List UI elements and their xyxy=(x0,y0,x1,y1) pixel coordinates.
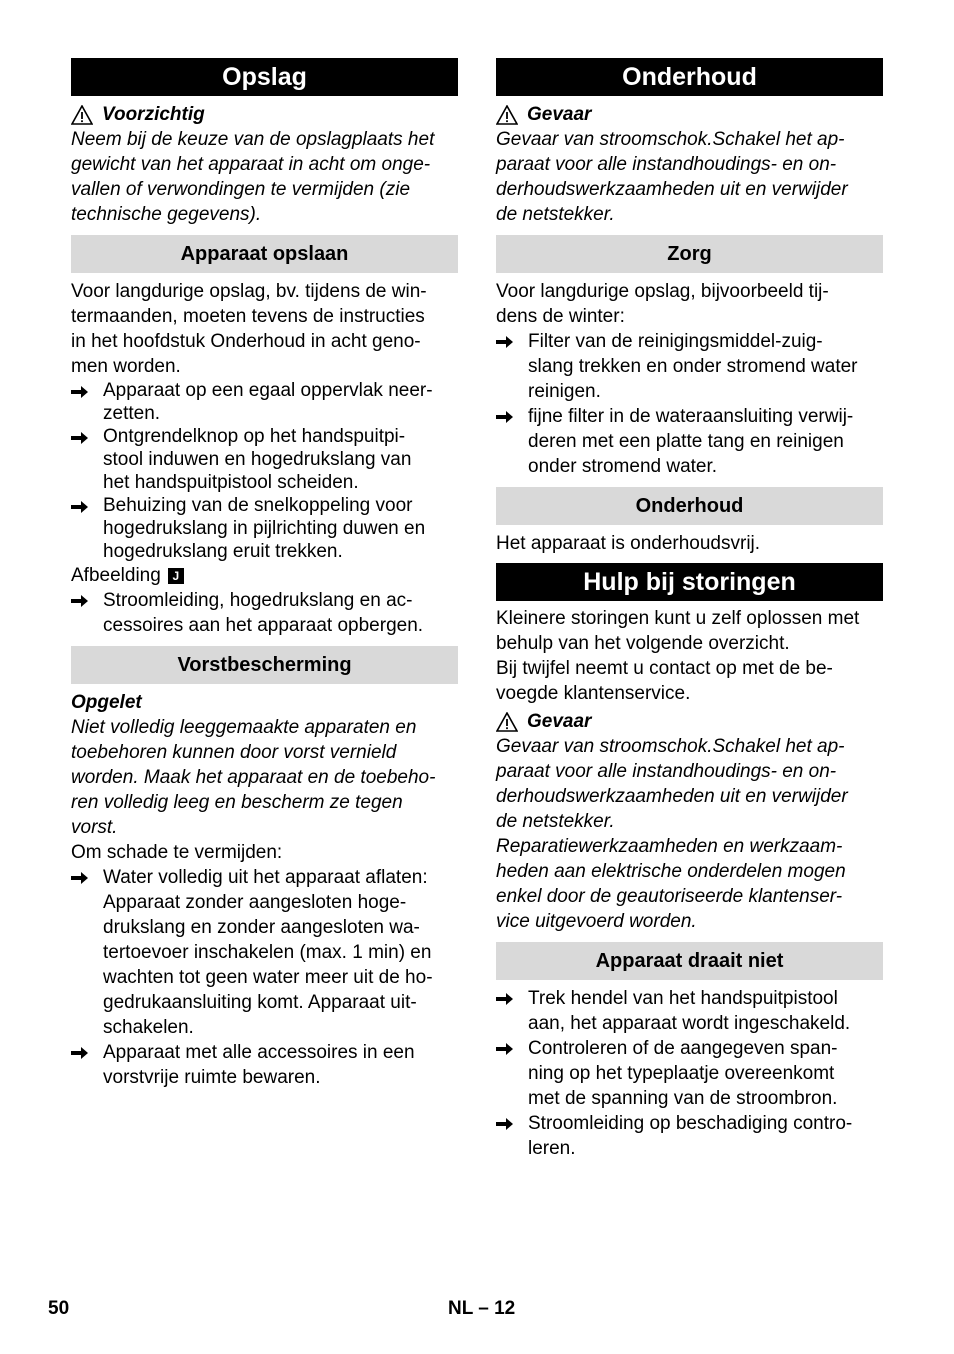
warning-triangle-icon xyxy=(496,105,518,125)
text-line: Niet volledig leeggemaakte apparaten en xyxy=(71,717,417,738)
maintenance-text: Het apparaat is onderhoudsvrij. xyxy=(496,533,761,554)
arrow-right-icon xyxy=(71,588,103,638)
list-item xyxy=(71,865,458,1040)
heading-onderhoud: Onderhoud xyxy=(496,58,883,96)
text-line: vallen of verwondingen te vermijden (zie xyxy=(71,179,411,200)
text-line: voegde klantenservice. xyxy=(496,683,691,704)
text-line: de netstekker. xyxy=(496,204,615,225)
arrow-right-icon xyxy=(71,425,103,494)
danger-block xyxy=(496,102,883,227)
text-line: reinigen. xyxy=(528,381,601,402)
section-label: NL – 12 xyxy=(448,1298,516,1319)
caution-title: Voorzichtig xyxy=(102,104,205,125)
text-line: cessoires aan het apparaat opbergen. xyxy=(103,615,424,636)
list-item xyxy=(496,1111,883,1161)
list-item xyxy=(496,986,883,1036)
text-line: Gevaar van stroomschok.Schakel het ap- xyxy=(496,129,845,150)
text-line: worden. Maak het apparaat en de toebeho- xyxy=(71,767,436,788)
text-line: deren met een platte tang en reinigen xyxy=(528,431,844,452)
danger-text xyxy=(496,734,883,934)
attention-title: Opgelet xyxy=(71,692,142,713)
text-line: ren volledig leeg en bescherm ze tegen xyxy=(71,792,403,813)
text-line: Gevaar van stroomschok.Schakel het ap- xyxy=(496,736,845,757)
text-line: Kleinere storingen kunt u zelf oplossen met xyxy=(496,608,860,629)
left-column xyxy=(71,58,458,1090)
text-line: Water volledig uit het apparaat aflaten: xyxy=(103,867,428,888)
caution-block xyxy=(71,102,458,227)
text-line: de netstekker. xyxy=(496,811,615,832)
text-line: ning op het typeplaatje overeenkomt xyxy=(528,1063,835,1084)
text-line: aan, het apparaat wordt ingeschakeld. xyxy=(528,1013,851,1034)
arrow-right-icon xyxy=(496,986,528,1036)
text-line: Bij twijfel neemt u contact op met de be- xyxy=(496,658,833,679)
text-line: Behuizing van de snelkoppeling voor xyxy=(103,495,413,516)
text-line: slang trekken en onder stromend water xyxy=(528,356,858,377)
arrow-right-icon xyxy=(496,404,528,479)
list-item xyxy=(71,1040,458,1090)
text-line: zetten. xyxy=(103,403,161,424)
troubleshoot-intro xyxy=(496,606,883,706)
text-line: fijne filter in de wateraansluiting verwij- xyxy=(528,406,854,427)
text-line: Controleren of de aangegeven span- xyxy=(528,1038,838,1059)
text-line: schakelen. xyxy=(103,1017,194,1038)
text-line: het handspuitpistool scheiden. xyxy=(103,472,359,493)
heading-vorstbescherming: Vorstbescherming xyxy=(71,646,458,684)
heading-apparaat-opslaan: Apparaat opslaan xyxy=(71,235,458,273)
caution-text xyxy=(71,127,458,227)
arrow-right-icon xyxy=(496,1036,528,1111)
text-line: Reparatiewerkzaamheden en werkzaam- xyxy=(496,836,843,857)
text-line: wachten tot geen water meer uit de ho- xyxy=(103,967,433,988)
arrow-right-icon xyxy=(496,1111,528,1161)
heading-hulp-bij-storingen: Hulp bij storingen xyxy=(496,563,883,601)
arrow-right-icon xyxy=(496,329,528,404)
text-line: termaanden, moeten tevens de instructies xyxy=(71,306,425,327)
text-line: derhoudswerkzaamheden uit en verwijder xyxy=(496,786,848,807)
text-line: vice uitgevoerd worden. xyxy=(496,911,697,932)
text-line: paraat voor alle instandhoudings- en on- xyxy=(496,154,837,175)
text-line: Trek hendel van het handspuitpistool xyxy=(528,988,838,1009)
heading-apparaat-draait-niet: Apparaat draait niet xyxy=(496,942,883,980)
text-line: paraat voor alle instandhoudings- en on- xyxy=(496,761,837,782)
text-line: enkel door de geautoriseerde klantenser- xyxy=(496,886,843,907)
figure-ref-box: J xyxy=(168,568,184,584)
frost-intro: Om schade te vermijden: xyxy=(71,842,283,863)
text-line: met de spanning van de stroombron. xyxy=(528,1088,838,1109)
text-line: Ontgrendelknop op het handspuitpi- xyxy=(103,426,406,447)
danger-text xyxy=(496,127,883,227)
text-line: Apparaat zonder aangesloten hoge- xyxy=(103,892,407,913)
list-item xyxy=(496,329,883,404)
storage-intro xyxy=(71,279,458,379)
text-line: Filter van de reinigingsmiddel-zuig- xyxy=(528,331,823,352)
figure-label: Afbeelding xyxy=(71,565,161,586)
list-item xyxy=(496,1036,883,1111)
text-line: dens de winter: xyxy=(496,306,625,327)
warning-triangle-icon xyxy=(496,712,518,732)
text-line: Neem bij de keuze van de opslagplaats het xyxy=(71,129,435,150)
arrow-right-icon xyxy=(71,494,103,563)
warning-triangle-icon xyxy=(71,105,93,125)
text-line: Stroomleiding, hogedrukslang en ac- xyxy=(103,590,413,611)
text-line: in het hoofdstuk Onderhoud in acht geno- xyxy=(71,331,421,352)
text-line: Voor langdurige opslag, bv. tijdens de win- xyxy=(71,281,427,302)
text-line: onder stromend water. xyxy=(528,456,718,477)
care-intro xyxy=(496,279,883,329)
figure-reference xyxy=(71,563,458,588)
attention-text xyxy=(71,715,458,840)
arrow-right-icon xyxy=(71,865,103,1040)
text-line: Apparaat op een egaal oppervlak neer- xyxy=(103,380,433,401)
list-item xyxy=(71,379,458,425)
arrow-right-icon xyxy=(71,379,103,425)
text-line: toebehoren kunnen door vorst vernield xyxy=(71,742,397,763)
heading-onderhoud-sub: Onderhoud xyxy=(496,487,883,525)
heading-opslag: Opslag xyxy=(71,58,458,96)
text-line: Apparaat met alle accessoires in een xyxy=(103,1042,415,1063)
text-line: hogedrukslang eruit trekken. xyxy=(103,541,343,562)
list-item xyxy=(71,588,458,638)
heading-zorg: Zorg xyxy=(496,235,883,273)
list-item xyxy=(71,494,458,563)
text-line: derhoudswerkzaamheden uit en verwijder xyxy=(496,179,848,200)
danger-title: Gevaar xyxy=(527,104,592,125)
list-item xyxy=(496,404,883,479)
text-line: Stroomleiding op beschadiging contro- xyxy=(528,1113,853,1134)
danger-block-2 xyxy=(496,709,883,934)
danger-title: Gevaar xyxy=(527,711,592,732)
text-line: drukslang en zonder aangesloten wa- xyxy=(103,917,420,938)
text-line: behulp van het volgende overzicht. xyxy=(496,633,790,654)
text-line: technische gegevens). xyxy=(71,204,262,225)
text-line: leren. xyxy=(528,1138,576,1159)
text-line: heden aan elektrische onderdelen mogen xyxy=(496,861,846,882)
text-line: gewicht van het apparaat in acht om onge- xyxy=(71,154,431,175)
text-line: Voor langdurige opslag, bijvoorbeeld tij- xyxy=(496,281,829,302)
page-number: 50 xyxy=(48,1298,70,1319)
text-line: men worden. xyxy=(71,356,181,377)
text-line: vorstvrije ruimte bewaren. xyxy=(103,1067,321,1088)
arrow-right-icon xyxy=(71,1040,103,1090)
text-line: gedrukaansluiting komt. Apparaat uit- xyxy=(103,992,417,1013)
text-line: stool induwen en hogedrukslang van xyxy=(103,449,412,470)
text-line: vorst. xyxy=(71,817,118,838)
right-column xyxy=(496,58,883,1161)
list-item xyxy=(71,425,458,494)
text-line: hogedrukslang in pijlrichting duwen en xyxy=(103,518,426,539)
text-line: tertoevoer inschakelen (max. 1 min) en xyxy=(103,942,432,963)
